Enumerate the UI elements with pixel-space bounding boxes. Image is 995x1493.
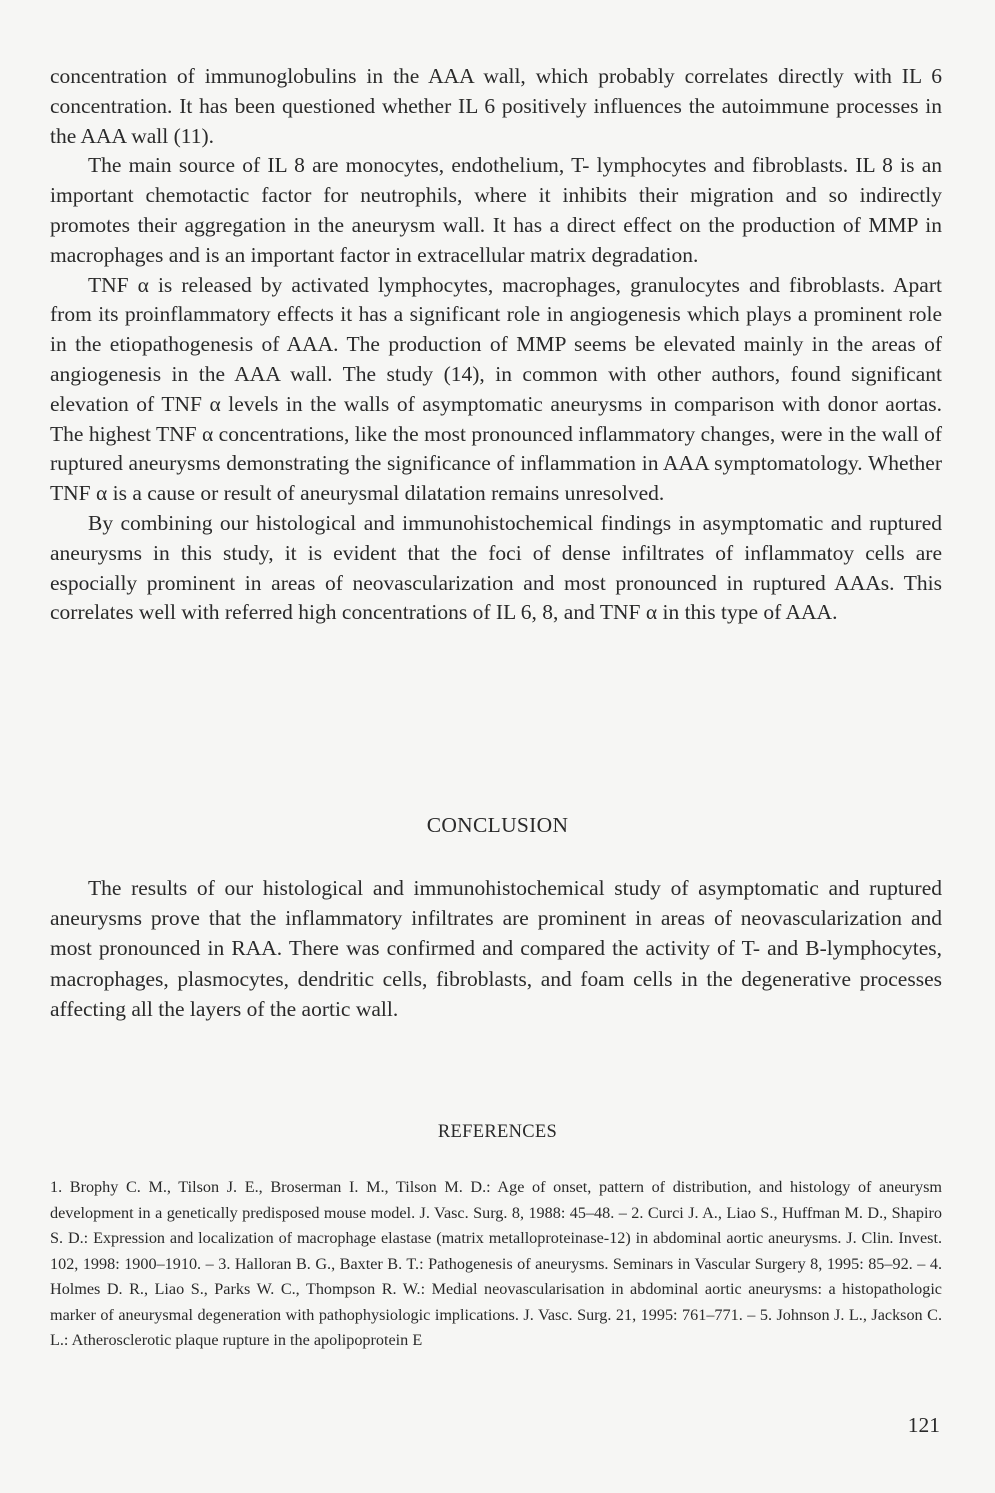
references-heading: REFERENCES — [437, 1122, 558, 1142]
references-paragraph: 1. Brophy C. M., Tilson J. E., Broserman I. M., Tilson M. D.: Age of onset, pattern of distribution, and histology of aneurysm development in a genetically predisposed mouse model. J. Vasc. Surg. 8, 1988: 45–48. – 2. Curci J. A., Liao S., Huffman M. D., Shapiro S. D.: Expression and localization of macrophage elastase (matrix metalloproteinase-12) in abdominal aortic aneurysms. J. Clin. Invest. 102, 1998: 1900–1910. – 3. Halloran B. G., Baxter B. T.: Pathogenesis of aneurysms. Seminars in Vascular Surgery 8, 1995: 85–92. – 4. Holmes D. R., Liao S., Parks W. C., Thompson R. W.: Medial neovascularisation in abdominal aortic aneurysms: a histopathologic marker of aneurysmal degeneration with pathophysiologic implications. J. Vasc. Surg. 21, 1995: 761–771. – 5. Johnson J. L., Jackson C. L.: Atherosclerotic plaque rupture in the apolipoprotein E — [50, 1178, 942, 1349]
paragraph-il6-continuation: concentration of immunoglobulins in the AAA wall, which probably correlates directly with IL 6 concentration. It has been questioned whether IL 6 positively influences the autoimmune processes in the AAA wall (11). — [50, 64, 942, 148]
discussion-body — [50, 62, 942, 628]
paragraph-il8: The main source of IL 8 are monocytes, endothelium, T- lymphocytes and fibroblasts. IL 8 is an important chemotactic factor for neutrophils, where it inhibits their migration and so indirectly promotes their aggregation in the aneurysm wall. It has a direct effect on the production of MMP in macrophages and is an important factor in extracellular matrix degradation. — [50, 153, 942, 267]
references-list — [50, 1175, 942, 1354]
paragraph-tnf-alpha: TNF α is released by activated lymphocytes, macrophages, granulocytes and fibroblasts. Apart from its proinflammatory effects it has a significant role in angiogenesis which plays a prominent role in the etiopathogenesis of AAA. The production of MMP seems be elevated mainly in the areas of angiogenesis in the AAA wall. The study (14), in common with other authors, found significant elevation of TNF α levels in the walls of asymptomatic aneurysms in comparison with donor aortas. The highest TNF α concentrations, like the most pronounced inflammatory changes, were in the wall of ruptured aneurysms demonstrating the significance of inflammation in AAA symptomatology. Whether TNF α is a cause or result of aneurysmal dilatation remains unresolved. — [50, 272, 942, 506]
page-number: 121 — [907, 1413, 940, 1437]
conclusion-heading: CONCLUSION — [426, 813, 569, 837]
conclusion-paragraph: The results of our histological and immunohistochemical study of asymptomatic and ruptured aneurysms prove that the inflammatory infiltrates are prominent in areas of neovascularization and most pronounced in RAA. There was confirmed and compared the activity of T- and B-lymphocytes, macrophages, plasmocytes, dendritic cells, fibroblasts, and foam cells in the degenerative processes affecting all the layers of the aortic wall. — [50, 876, 942, 1021]
conclusion-body — [50, 873, 942, 1024]
paragraph-combined-findings: By combining our histological and immunohistochemical findings in asymptomatic and ruptured aneurysms in this study, it is evident that the foci of dense infiltrates of inflammatoy cells are espocially prominent in areas of neovascularization and most pronounced in ruptured AAAs. This correlates well with referred high concentrations of IL 6, 8, and TNF α in this type of AAA. — [50, 510, 942, 625]
